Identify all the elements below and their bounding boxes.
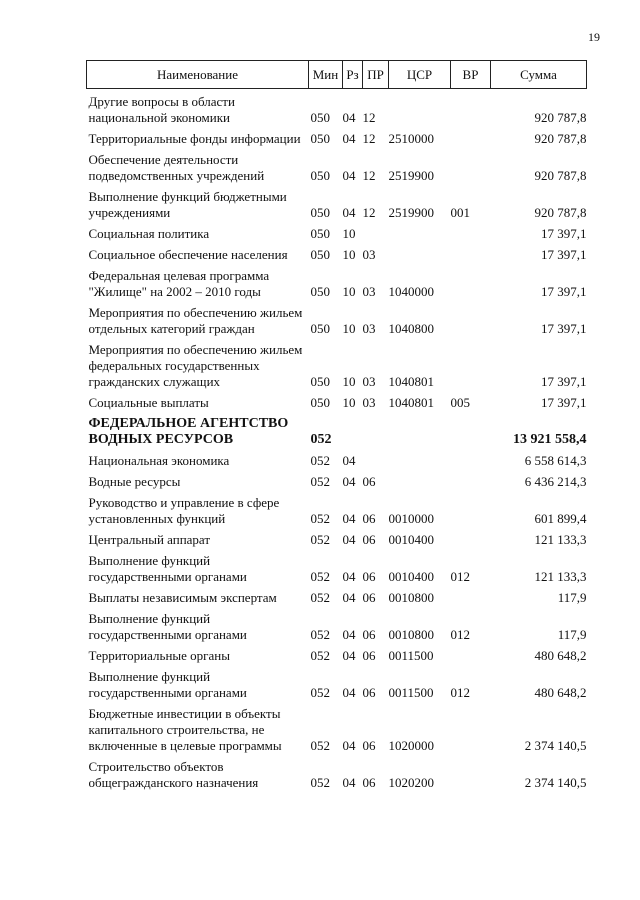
table-row bbox=[87, 184, 587, 221]
row-vr: 012 bbox=[450, 685, 470, 700]
row-min: 052 bbox=[310, 738, 330, 753]
page-number: 19 bbox=[588, 30, 600, 44]
row-sum: 17 397,1 bbox=[541, 247, 587, 262]
row-rz: 04 bbox=[342, 685, 356, 700]
row-csr bbox=[389, 221, 451, 242]
row-csr: 2519900 bbox=[388, 168, 434, 183]
row-vr bbox=[451, 469, 491, 490]
table-row bbox=[87, 147, 587, 184]
table-row bbox=[87, 337, 587, 390]
row-rz: 04 bbox=[342, 775, 356, 790]
row-min: 050 bbox=[310, 321, 330, 336]
row-min: 052 bbox=[310, 627, 330, 642]
row-pr bbox=[363, 448, 389, 469]
row-rz: 04 bbox=[342, 648, 356, 663]
row-pr: 03 bbox=[362, 247, 376, 262]
row-min: 052 bbox=[310, 511, 330, 526]
table-row bbox=[87, 606, 587, 643]
header-rz: Рз bbox=[343, 61, 363, 89]
row-name: Социальные выплаты bbox=[88, 395, 209, 410]
row-rz: 04 bbox=[342, 205, 356, 220]
row-pr: 06 bbox=[362, 627, 376, 642]
row-sum: 2 374 140,5 bbox=[524, 775, 587, 790]
row-name: Мероприятия по обеспечению жильем отдельных категорий граждан bbox=[88, 305, 303, 336]
row-min: 050 bbox=[310, 374, 330, 389]
row-vr bbox=[451, 300, 491, 337]
row-min: 052 bbox=[310, 648, 330, 663]
row-name: Центральный аппарат bbox=[88, 532, 211, 547]
row-vr bbox=[451, 643, 491, 664]
row-vr bbox=[451, 754, 491, 791]
row-pr: 12 bbox=[362, 168, 376, 183]
row-csr: 0011500 bbox=[388, 648, 434, 663]
row-vr bbox=[451, 527, 491, 548]
row-rz: 04 bbox=[342, 168, 356, 183]
row-csr: 1040800 bbox=[388, 321, 434, 336]
table-row bbox=[87, 701, 587, 754]
row-pr: 06 bbox=[362, 775, 376, 790]
row-vr: 012 bbox=[450, 569, 470, 584]
row-vr bbox=[451, 337, 491, 390]
row-vr: 012 bbox=[450, 627, 470, 642]
row-sum: 920 787,8 bbox=[534, 110, 587, 125]
row-csr: 0011500 bbox=[388, 685, 434, 700]
row-csr bbox=[389, 469, 451, 490]
row-min: 050 bbox=[310, 284, 330, 299]
row-csr: 1020200 bbox=[388, 775, 434, 790]
row-rz: 04 bbox=[342, 474, 356, 489]
row-name: Национальная экономика bbox=[88, 453, 230, 468]
row-min: 052 bbox=[310, 569, 330, 584]
row-vr bbox=[451, 263, 491, 300]
row-min: 052 bbox=[310, 685, 330, 700]
row-csr: 1040801 bbox=[388, 395, 434, 410]
header-sum: Сумма bbox=[491, 61, 587, 89]
row-sum: 920 787,8 bbox=[534, 168, 587, 183]
row-vr bbox=[451, 701, 491, 754]
agency-heading-row bbox=[87, 411, 587, 448]
table-row bbox=[87, 300, 587, 337]
row-pr: 06 bbox=[362, 569, 376, 584]
row-name: Выполнение функций бюджетными учреждениями bbox=[88, 189, 287, 220]
row-sum: 920 787,8 bbox=[534, 205, 587, 220]
header-csr: ЦСР bbox=[389, 61, 451, 89]
row-rz: 04 bbox=[342, 532, 356, 547]
table-row bbox=[87, 754, 587, 791]
row-name: Социальная политика bbox=[88, 226, 210, 241]
row-vr bbox=[451, 221, 491, 242]
row-pr: 06 bbox=[362, 474, 376, 489]
table-row bbox=[87, 89, 587, 127]
row-pr: 06 bbox=[362, 685, 376, 700]
row-pr: 06 bbox=[362, 648, 376, 663]
row-sum: 121 133,3 bbox=[534, 532, 587, 547]
row-rz: 04 bbox=[342, 453, 356, 468]
table-row bbox=[87, 448, 587, 469]
row-name: Федеральная целевая программа "Жилище" на 2002 – 2010 годы bbox=[88, 268, 270, 299]
table-row bbox=[87, 469, 587, 490]
row-vr bbox=[451, 585, 491, 606]
row-csr: 0010800 bbox=[388, 590, 434, 605]
row-pr: 03 bbox=[362, 395, 376, 410]
table-header-row bbox=[87, 61, 587, 89]
row-min: 050 bbox=[310, 205, 330, 220]
table-row bbox=[87, 643, 587, 664]
row-pr: 06 bbox=[362, 532, 376, 547]
row-min: 050 bbox=[310, 395, 330, 410]
row-name: Территориальные органы bbox=[88, 648, 230, 663]
row-min: 050 bbox=[310, 131, 330, 146]
row-csr bbox=[389, 411, 451, 448]
row-pr: 12 bbox=[362, 205, 376, 220]
row-sum: 601 899,4 bbox=[534, 511, 587, 526]
row-vr bbox=[451, 490, 491, 527]
row-min: 050 bbox=[310, 168, 330, 183]
header-vr: ВР bbox=[451, 61, 491, 89]
row-rz: 10 bbox=[342, 226, 356, 241]
row-pr: 06 bbox=[362, 511, 376, 526]
header-name: Наименование bbox=[87, 61, 309, 89]
row-sum: 17 397,1 bbox=[541, 374, 587, 389]
row-rz: 04 bbox=[342, 511, 356, 526]
table-row bbox=[87, 548, 587, 585]
agency-total: 13 921 558,4 bbox=[513, 432, 587, 447]
row-min: 050 bbox=[310, 226, 330, 241]
row-pr: 12 bbox=[362, 131, 376, 146]
budget-table bbox=[86, 60, 587, 791]
row-pr: 06 bbox=[362, 738, 376, 753]
row-csr bbox=[389, 242, 451, 263]
row-sum: 17 397,1 bbox=[541, 321, 587, 336]
row-pr bbox=[363, 411, 389, 448]
row-sum: 121 133,3 bbox=[534, 569, 587, 584]
row-min: 052 bbox=[310, 775, 330, 790]
row-pr: 12 bbox=[362, 110, 376, 125]
row-pr: 03 bbox=[362, 374, 376, 389]
row-name: Территориальные фонды информации bbox=[88, 131, 301, 146]
row-rz: 04 bbox=[342, 738, 356, 753]
table-row bbox=[87, 664, 587, 701]
table-row bbox=[87, 390, 587, 411]
row-min: 052 bbox=[310, 453, 330, 468]
row-sum: 17 397,1 bbox=[541, 226, 587, 241]
row-rz: 04 bbox=[342, 131, 356, 146]
row-min: 052 bbox=[310, 590, 330, 605]
row-csr: 0010400 bbox=[388, 532, 434, 547]
row-min: 050 bbox=[310, 247, 330, 262]
row-sum: 6 558 614,3 bbox=[524, 453, 587, 468]
row-csr: 0010400 bbox=[388, 569, 434, 584]
row-min: 050 bbox=[310, 110, 330, 125]
row-name: Водные ресурсы bbox=[88, 474, 181, 489]
row-vr bbox=[451, 242, 491, 263]
row-vr bbox=[451, 448, 491, 469]
row-name: Выполнение функций государственными органами bbox=[88, 669, 247, 700]
row-sum: 2 374 140,5 bbox=[524, 738, 587, 753]
row-min: 052 bbox=[310, 532, 330, 547]
row-sum: 17 397,1 bbox=[541, 284, 587, 299]
row-name: Социальное обеспечение населения bbox=[88, 247, 288, 262]
row-csr: 1020000 bbox=[388, 738, 434, 753]
row-vr: 005 bbox=[450, 395, 470, 410]
row-rz: 10 bbox=[342, 321, 356, 336]
row-csr: 0010800 bbox=[388, 627, 434, 642]
row-sum: 480 648,2 bbox=[534, 648, 587, 663]
row-sum: 480 648,2 bbox=[534, 685, 587, 700]
row-min: 052 bbox=[310, 474, 330, 489]
row-sum: 117,9 bbox=[557, 627, 587, 642]
row-rz: 10 bbox=[342, 395, 356, 410]
row-pr: 06 bbox=[362, 590, 376, 605]
row-rz: 10 bbox=[342, 247, 356, 262]
row-min: 052 bbox=[310, 432, 332, 447]
table-row bbox=[87, 263, 587, 300]
row-name: Другие вопросы в области национальной экономики bbox=[88, 94, 235, 125]
row-vr bbox=[451, 126, 491, 147]
row-name: Строительство объектов общегражданского назначения bbox=[88, 759, 259, 790]
row-vr bbox=[451, 411, 491, 448]
row-sum: 17 397,1 bbox=[541, 395, 587, 410]
table-row bbox=[87, 126, 587, 147]
table-row bbox=[87, 221, 587, 242]
row-name: Выполнение функций государственными органами bbox=[88, 611, 247, 642]
row-rz: 10 bbox=[342, 284, 356, 299]
row-csr: 1040801 bbox=[388, 374, 434, 389]
row-sum: 920 787,8 bbox=[534, 131, 587, 146]
row-vr bbox=[451, 89, 491, 127]
row-pr: 03 bbox=[362, 284, 376, 299]
header-min: Мин bbox=[309, 61, 343, 89]
row-csr: 2519900 bbox=[388, 205, 434, 220]
table-row bbox=[87, 585, 587, 606]
row-rz: 04 bbox=[342, 627, 356, 642]
agency-name: ФЕДЕРАЛЬНОЕ АГЕНТСТВО ВОДНЫХ РЕСУРСОВ bbox=[88, 416, 289, 447]
row-name: Обеспечение деятельности подведомственных учреждений bbox=[88, 152, 265, 183]
row-csr bbox=[389, 448, 451, 469]
row-vr bbox=[451, 147, 491, 184]
row-name: Выполнение функций государственными органами bbox=[88, 553, 247, 584]
row-csr: 0010000 bbox=[388, 511, 434, 526]
row-rz: 10 bbox=[342, 374, 356, 389]
row-csr bbox=[389, 89, 451, 127]
row-rz: 04 bbox=[342, 590, 356, 605]
row-name: Бюджетные инвестиции в объекты капитального строительства, не включенные в целевые программы bbox=[88, 706, 282, 753]
header-pr: ПР bbox=[363, 61, 389, 89]
row-pr: 03 bbox=[362, 321, 376, 336]
row-rz bbox=[343, 411, 363, 448]
row-rz: 04 bbox=[342, 110, 356, 125]
row-name: Мероприятия по обеспечению жильем федеральных государственных гражданских служащих bbox=[88, 342, 303, 389]
row-name: Руководство и управление в сфере установленных функций bbox=[88, 495, 280, 526]
row-sum: 117,9 bbox=[557, 590, 587, 605]
row-sum: 6 436 214,3 bbox=[524, 474, 587, 489]
row-csr: 1040000 bbox=[388, 284, 434, 299]
table-row bbox=[87, 490, 587, 527]
table-row bbox=[87, 527, 587, 548]
row-pr bbox=[363, 221, 389, 242]
row-vr: 001 bbox=[450, 205, 470, 220]
row-csr: 2510000 bbox=[388, 131, 434, 146]
table-row bbox=[87, 242, 587, 263]
row-rz: 04 bbox=[342, 569, 356, 584]
row-name: Выплаты независимым экспертам bbox=[88, 590, 277, 605]
